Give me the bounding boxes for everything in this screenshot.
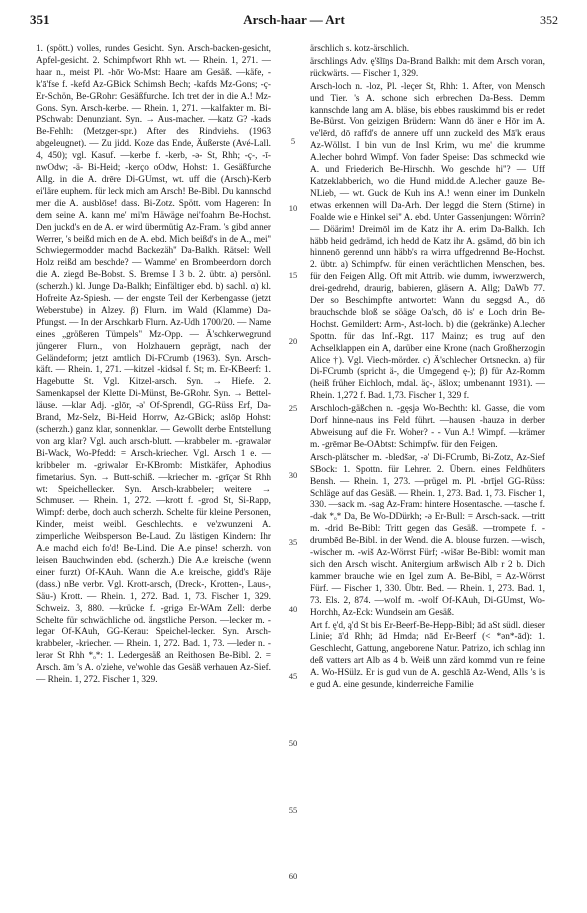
dictionary-entry: 1. (spött.) volles, rundes Gesicht. Syn. Arsch-backen-gesicht, Apfel-gesicht. 2. Schimpfwort Rhh wt. — Rhein. 1, 271. —haar n., meist Pl. -hōr Wo-Mst: Haare am Gesäß. —käfe, -k'ā'fse f. -kefd Az-GBick Schimsh Bech; -kafds Mz-Gons; -ç-Er-Schön, Be-GRohr: Gesäßfurche. Ich tret der in die A.! Mz-Gons. Syn. Arsch-kerbe. — Rhein. 1, 271. —kalfakter m. Bi-PSchwab: Denunziant. Syn. → Aus-macher. —katz G? -kads Be-Fehlh: (Metzger-spr.) After des Rindviehs. (1963 abgeleugnet). — Zu jidd. Koze das Ende, Äußerste (Avé-Lall. 4, 450); vgl. Kasuf. —kerbe f. -kerb, -ə- St, Rhh; -ç-, -ī-nwOdw; -ä- Bi-Heid; -kerço oOdw, Hohst: 1. Gesäßfurche Allg. in die A. drēre Di-GUmst, wt. uff die (Arsch)-Kerb ei'läre euphem. für leck mich am Arsch! Be-Bibl. Du kannschd mer die A. ausblōse! dass. Bi-Zotz. Spött. vom Hageren: In dem seine A. kann me' mi'm Häwäge nei'foahrn Be-Hochst. Den juckd's en de A. er wird übermütig Az-Fram. 's gibd anner Werrer, 's beißd mich en de A. ebd. Mich beißd's in de A., mei'' Schwiegermodder machd Backezäh'' Da-Balkh. Rätsel: Well Holz reißd am beschde? — Wamme' en Brombeerdorn dorch die A. ziegd Be-Bobst. S. Bremse I 3 b. 2. übtr. a) persönl. (scherzh.) kl. Junge Da-Balkh; Einfältiger ebd. b) sachl. α) kl. Hofreite Az-Spiesh. — der engste Teil der Kerbengasse (jetzt Weberstube) in Alzey. β) Flurn. im Wald (Klamme) Da-Pfungst. — In der Arschkarb Flurn. Az-Udh 1700/20. — Name eines „größeren Tümpels" Mz-Opp. — Ä'schkerwegrund jüngerer Flurn., von Holzhauern geprägt, nach der Geländeform; jetzt amtlich Di-FCrumb (1963). Syn. Arsch-käft. — Rhein. 1, 271. —kitzel -kidsəl f. St; m. Er-KBeerf: 1. Hagebutte St. Vgl. Kitzel-arsch. Syn. → Hiefe. 2. Samenkapsel der Klette Di-Münst, Be-GRohr. Syn. → Bettel-läuse. —klar Adj. -glōr, -ə' Of-Sprendl, GG-Rüss Erf, Da-Brand, Mz-Selz, Bi-Heid Horrw, Az-GBick; aslōp Hohst: (scherzh.) ganz klar, sonnenklar. — Gewollt derbe Entstellung von arg klar? Vgl. auch arsch-blutt. —krabbeler m. -grawalər Bi-Wack, Wo-Pfedd: = Arsch-kriecher. Vgl. Arsch 1 e. —kribbeler m. -griwalər Er-KBromb: Mistkäfer, Aphodius fimetarius. Syn. → Butt-schiß. —kriecher m. -grīçər St Rhh wt: Speichellecker. Syn. Arsch-krabbeler; weitere → Schmuser. — Rhein. 1, 272. —krott f. -grod St, Si-Rapp, Wimpf: derbe, doch auch scherzh. Schelte für kleine Personen, Kinder, meist weibl. Geschlechts. e ve'zwunzeni A. zimperliche Weibsperson Be-Laud. Zu lästigen Kindern: Ihr A.e machd eich fo'd! Be-Lind. Die A.e pinse! scherzh. von leisen Bauchwinden ebd. (scherzh.) Die A.e kreische (wenn einer furzt) Of-KAuh. Wann die A.e kreische, gidd's Räje (dass.) nBe verbr. Vgl. Krott-arsch, (Dreck-, Krotten-, Laus-, Säu-) Krott. — Rhein. 1, 272. Bad. 1, 73. Fischer 1, 329. Schweiz. 3, 880. —krücke f. -grigə Er-WAm Zell: derbe Schelte für schwächliche od. ängstliche Person. —lecker m. -legər Of-KAuh, GG-Kerau: Speichel-lecker. Syn. Arsch-krabbeler, -kriecher. — Rhein. 1, 272. Bad. 1, 73. —leder n. -lerər St Rhh *ₒ*: 1. Ledergesäß an Reithosen Be-Bibl. 2. = Arsch. ām 's A. o'ziehe, ve'wohle das Gesäß verhauen Az-Sief. — Rhein. 1, 272. Fischer 1, 329. — [36, 44, 271, 686]
line-number: 40 — [288, 604, 298, 614]
right-column — [310, 44, 545, 900]
dictionary-entry: Arsch-loch n. -loz, Pl. -leçer St, Rhh: 1. After, von Mensch und Tier. 's A. schone sich erbrechen Da-Bess. Demm kannschde lang am A. bläse, bis ebbes rauskimmd bis er redet Be-Bürst. Von geizigen Brüdern: Wann dō äner e Hōr im A. ve'lērd, dō raffd's de annere uff unn zuckeld des Mā'k eraus Az-Wöllst. I bin vun de Insl Krim, wu me' die krumme A.lecher bohrd Wimpf. Von fader Speise: Das schmeckd wie A. und Friederich Be-Hirschh. Wo geschde hi''? — Uff Katzeklabberich, wo die Hund midd.de A.lecher gauze Be-NLieb, — wt. Guck de Kuh ins A.! wenn einer im Dunkeln etwas erkennen will Da-Arh. Der leggd die Stern (Stirne) in Foalde wie e Hinkel sei'' A. ebd. Unter Gassenjungen: Wörrin? — Döärim! Dreimōl im de Katz ihr A. erim Da-Balkh. Ich häbb heid gedrämd, ich hedd de Katz ihr A. gsämd, dō bin ich hinnenō gerennd unn häbb's ra wirra uffgedrennd Be-Hochst. 2. übtr. a) Schimpfw. für einen verächtlichen Menschen, bes. für den Feigen Allg. Oft mit Attrib. wie dumm, iwwerzwerch, drei-gedrehd, draurig, babieren, gläsern A. Allg; DaWb 77. Der so Beschimpfte antwortet: Wann du seggsd A., dō brauchschde bloß se söäge Oa'sch, dō is' e Loch drin Be-Hochst. Gemildert: Arm-, Ast-loch. b) die (gekränke) A.lecher Spottn. für das Inf.-Rgt. 117 Mainz; es trug auf den Achselklappen ein A, darüber eine Krone (nach Großherzogin Alice †). Vgl. Viech-mörder. c) Ä'schlecher Ortsneckn. a) für Di-FCrumb (spricht ä-, die Umgegend ę-); β) für Az-Romm (heiß früher Eichloch, mdal. äç-, äšlox; umbenannt 1931). — Rhein. 1,272 f. Bad. 1,73. Fischer 1, 329 f. — [310, 81, 545, 402]
line-number: 55 — [288, 805, 298, 815]
line-number: 10 — [288, 203, 298, 213]
line-number: 15 — [288, 270, 298, 280]
dictionary-entry: Arsch-plätscher m. -bledšər, -ə' Di-FCrumb, Bi-Zotz, Az-Sief SBock: 1. Spottn. für Lehrer. 2. Übern. eines Feldhüters Bensh. — Rhein. 1, 273. —prügel m. Pl. -brīįel GG-Rüss: Schläge auf das Gesäß. — Rhein. 1, 273. Bad. 1, 73. Fischer 1, 330. —sack m. -sag Az-Fram: hintere Hosentasche. —tasche f. -dak *ₒ* Da, Be Wo-DDürkh; -ə Er-Bull: = Arsch-sack. —tritt m. -drid Be-Bibl: Tritt gegen das Gesäß. —trompete f. -drumbēd Be-Bibl. in der Wend. die A. blouse furzen. —wisch, -wischer m. -wiš Az-Wörrst Fürf; -wišər Be-Bibl: womit man sich den Arsch wischt. Anitergium arßwisch Alb r 2 b. Dich kammer brauche wie en Igel zum A. Be-Bibl, = Az-Wörrst Fürf. — Fischer 1, 330. Übtr. Bed. — Rhein. 1, 273. Bad. 1, 73. Els. 2, 874. —wolf m. -wolf Of-KAuh, Di-GUmst, Wo-Horchh, Az-Eck: Wundsein am Gesäß. — [310, 452, 545, 618]
dictionary-entry: Arschloch-gäßchen n. -gęsjə Wo-Bechth: kl. Gasse, die vom Dorf hinne-naus ins Feld führt. —hausen -hauzə in derber Abweisung auf die Fr. Woher? - - Vun A.! Wimpf. —krämer m. -grēmər Be-OAbtst: Schimpfw. für den Feigen. — [310, 404, 545, 450]
dictionary-entry: ärschlich s. kotz-ärschlich. — [310, 44, 410, 54]
line-number: 60 — [288, 871, 298, 881]
line-number: 20 — [288, 336, 298, 346]
line-number: 30 — [288, 470, 298, 480]
left-page-number: 351 — [30, 12, 50, 27]
dictionary-entry: Art f. ę'd, ą'd St bis Er-Beerf-Be-Hepp-Bibl; ād aSt südl. dieser Linie; ā'd Rhh; ād Hmda; nād Er-Beerf (< *ən*-ād): 1. Geschlecht, Gattung, angeborene Natur. Patrizo, ich schlag inn deß vatters art Alb as 4 b. Weiß unn zärd kommd vun re feine A. Wo-HSülz. Er is gud vun de A. geschlā Az-Wend, Alls 's is e gud A. eine gesunde, kinderreiche Familie — [310, 620, 545, 691]
line-number-gutter — [283, 44, 303, 900]
running-title: Arsch-haar — Art — [243, 12, 345, 27]
line-number: 50 — [288, 738, 298, 748]
line-number: 45 — [288, 671, 298, 681]
left-column — [36, 44, 271, 900]
right-page-number: 352 — [540, 13, 558, 27]
line-number: 35 — [288, 537, 298, 547]
line-number: 25 — [288, 403, 298, 413]
line-number: 5 — [290, 136, 296, 146]
page-header — [30, 12, 558, 32]
dictionary-entry: ärschlings Adv. ę'šlīŋs Da-Brand Balkh: mit dem Arsch voran, rückwärts. — Fischer 1, 329. — [310, 56, 545, 79]
